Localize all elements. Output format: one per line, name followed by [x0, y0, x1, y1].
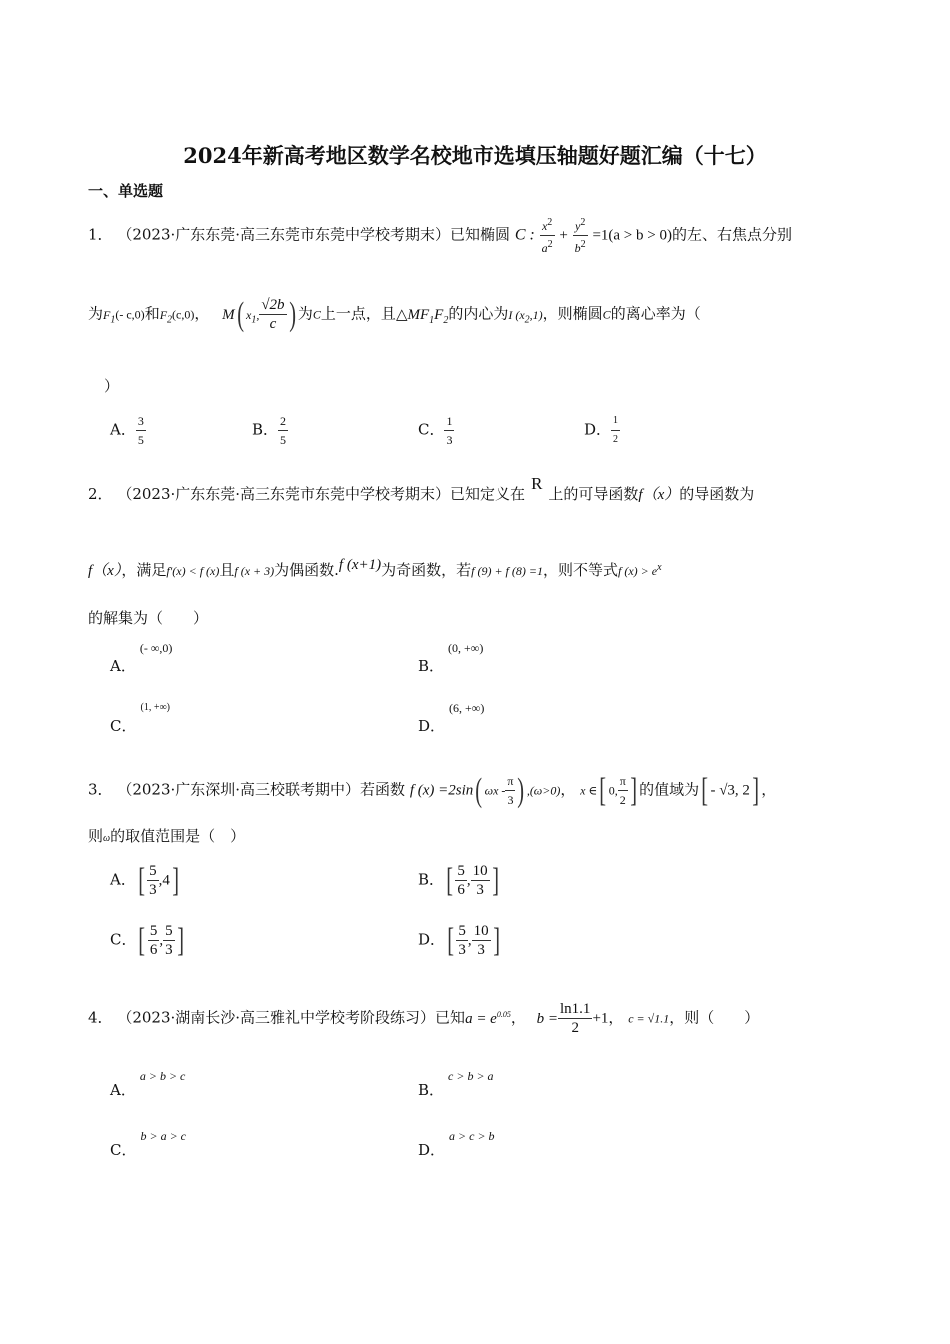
question-text: ，: [761, 780, 777, 799]
function-f: f（x）: [638, 487, 680, 503]
question-text: 已知定义在: [450, 485, 526, 503]
question-text: 则: [88, 827, 104, 845]
question-text: ，则（ ）: [669, 1008, 760, 1027]
focus-f2-coord: (c,0): [172, 307, 195, 322]
question-source: （2023·广东东莞·高三东莞市东莞中学校考期末）: [117, 485, 451, 503]
option-c[interactable]: C．(1, +∞): [110, 702, 170, 735]
option-d[interactable]: D．[ $\frac{5}{3}$ , $\frac{10}{3}$ ]: [418, 921, 500, 959]
option-a[interactable]: A． $\frac{3}{5}$: [110, 414, 144, 447]
question-4-line-1: [88, 1000, 759, 1037]
question-text: 上一点，且: [320, 304, 396, 323]
question-2-line-1: [88, 474, 755, 505]
value-range: - √3, 2: [710, 782, 750, 799]
fraction-sqrt2b-c: $\frac{√2b}{c}$: [261, 297, 285, 332]
fraction-pi-2: $\frac{\pi}{2}$: [619, 774, 626, 807]
function-f-x-plus-3: f (x + 3): [234, 564, 275, 578]
question-text: ，: [608, 1008, 624, 1027]
option-d[interactable]: D．(6, +∞): [418, 701, 485, 735]
omega-x: ωx -: [484, 783, 506, 798]
option-a[interactable]: A．[ $\frac{5}{3}$ ,4]: [110, 861, 179, 899]
x-domain: x ∈: [580, 783, 598, 798]
fraction-x2-a2: $\frac{x^2}{a^2}$: [540, 214, 555, 257]
question-1-line-1: 1． （2023·广东东莞·高三东莞市东莞中学校考期末）已知椭圆 C : $\frac{x^2}{a^2}$ + $\frac{y^2}{b^2}$ =1(a > b > 0)的左、右焦点分别: [88, 214, 792, 257]
triangle-mf1f2: $\triangle MF_1F_2$: [395, 306, 449, 326]
question-number: 3．: [88, 780, 113, 799]
question-2-line-2: [88, 558, 662, 581]
target-inequality: f $(x) > e^x$: [618, 562, 662, 578]
question-text: 的解集为（ ）: [88, 609, 209, 627]
question-text: ，: [560, 780, 576, 799]
domain-start: 0,: [608, 783, 618, 798]
option-b[interactable]: B．[ $\frac{5}{6}$ , $\frac{10}{3}$ ]: [418, 861, 499, 899]
c-definition: c = √1.1: [628, 1011, 670, 1026]
option-a[interactable]: A．(- ∞,0): [110, 641, 173, 675]
question-text: 的内心为: [448, 304, 509, 323]
omega: ω: [103, 833, 111, 844]
fraction-pi-3: $\frac{\pi}{3}$: [507, 774, 514, 807]
omega-condition: ,(ω>0): [526, 783, 561, 798]
question-number: 1．: [88, 225, 113, 244]
question-text: 为: [88, 304, 104, 323]
question-number: 2．: [88, 485, 113, 503]
question-3-line-2: [88, 826, 245, 849]
question-number: 4．: [88, 1008, 113, 1027]
option-c[interactable]: C．b > a > c: [110, 1129, 187, 1159]
condition: f (9) + f (8) =1: [471, 564, 543, 578]
option-d[interactable]: D．a > c > b: [418, 1129, 495, 1159]
question-text: 的值域为: [639, 780, 700, 799]
question-text: 的左、右焦点分别: [671, 225, 792, 244]
function-f-x-plus-1: f (x+1): [338, 557, 382, 573]
ellipse-equation-tail: =1(a > b > 0): [592, 227, 672, 244]
question-text: ，满足: [121, 561, 167, 579]
point-m-x: $x_1$,: [246, 307, 260, 325]
question-1-close-paren: ）: [104, 377, 120, 395]
question-text: 且: [219, 561, 235, 579]
question-text: ，: [510, 1008, 526, 1027]
point-m: M: [222, 306, 235, 323]
question-source: （2023·广东东莞·高三东莞市东莞中学校考期末）: [117, 225, 451, 244]
incenter: I $(x_2,1)$: [508, 307, 543, 325]
option-c[interactable]: C． $\frac{1}{3}$: [418, 414, 453, 447]
option-b[interactable]: B．(0, +∞): [418, 641, 484, 675]
derivative-function: f（x）: [88, 563, 122, 579]
question-text: 已知椭圆: [450, 225, 511, 244]
question-source: （2023·广东深圳·高三校联考期中）: [117, 780, 361, 799]
fraction-y2-b2: $\frac{y^2}{b^2}$: [573, 214, 588, 257]
ellipse-label: C :: [514, 226, 535, 244]
question-1-line-2: 为$F_1(-$ c,0)和$F_2(c,0)$， M( $x_1$, $\frac{√2b}{c}$ ) 为C上一点，且$\triangle MF_1F_2$的内心为I $(x_2,1)$，则椭圆C的离心率为（: [88, 295, 701, 333]
ellipse-label: C: [602, 307, 611, 322]
fraction-ln-1-1-over-2: $\frac{\ln 1.1}{2}$: [560, 1001, 591, 1036]
focus-f2: $F_2$: [159, 307, 173, 325]
option-b[interactable]: B．c > b > a: [418, 1069, 494, 1099]
question-text: 为: [297, 304, 313, 323]
option-d[interactable]: D． $\frac{1}{2}$: [584, 412, 620, 449]
option-c[interactable]: C．[ $\frac{5}{6}$ , $\frac{5}{3}$ ]: [110, 921, 184, 959]
question-text: ，则不等式: [542, 561, 618, 579]
question-text: ，: [194, 304, 210, 323]
question-text: 若函数: [360, 780, 406, 799]
question-text: 为偶函数.: [274, 561, 339, 579]
b-definition: b =: [536, 1010, 559, 1027]
b-definition-tail: +1: [592, 1010, 609, 1027]
question-text: 的取值范围是（ ）: [110, 827, 246, 845]
question-text: 的导函数为: [679, 485, 755, 503]
question-source: （2023·湖南长沙·高三雅礼中学校考阶段练习）: [117, 1008, 436, 1027]
focus-f1: $F_1$: [103, 307, 116, 325]
question-text: 为奇函数，若: [381, 561, 472, 579]
section-heading: 一、单选题: [88, 182, 164, 200]
question-text: ，则椭圆: [542, 304, 603, 323]
option-a[interactable]: A．a > b > c: [110, 1069, 186, 1099]
a-definition: $a = e^{0.05}$: [465, 1009, 511, 1027]
question-text: 和: [144, 304, 160, 323]
inequality: f′(x) < f (x): [166, 564, 220, 578]
question-text: 已知: [435, 1008, 466, 1027]
question-text: 上的可导函数: [548, 485, 639, 503]
ellipse-label: C: [312, 307, 321, 322]
page-title: 2024年新高考地区数学名校地市选填压轴题好题汇编（十七）: [183, 143, 767, 168]
question-text: 的离心率为（: [610, 304, 701, 323]
function-definition: f (x) =2sin: [409, 782, 474, 799]
real-set-r: R: [531, 474, 543, 493]
focus-f1-coord: (- c,0): [115, 307, 145, 322]
question-3-line-1: 3． （2023·广东深圳·高三校联考期中）若函数 f (x) =2sin( ωx - $\frac{\pi}{3}$ ) ,(ω>0)， x ∈[ 0, $\frac{\pi}{2}$ ] 的值域为[ - √3, 2] ，: [88, 771, 777, 809]
option-b[interactable]: B． $\frac{2}{5}$: [252, 414, 287, 447]
